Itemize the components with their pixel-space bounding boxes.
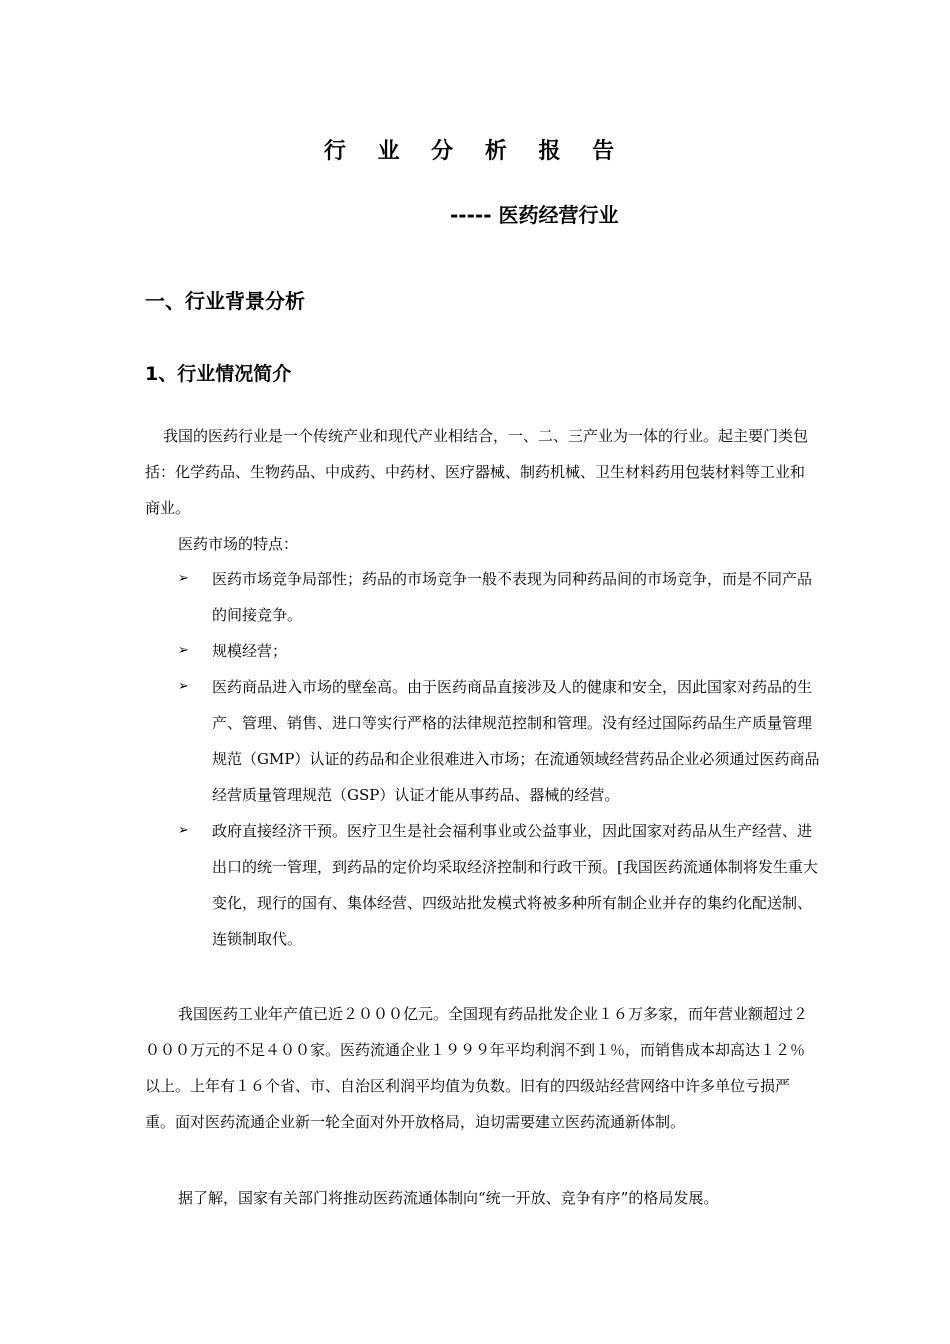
list-item	[145, 561, 825, 633]
list-item-text: 政府直接经济干预。医疗卫生是社会福利事业或公益事业，因此国家对药品从生产经营、进出口的统一管理，到药品的定价均采取经济控制和行政干预。[我国医药流通体制将发生重大变化，现行的国有、集体经营、四级站批发模式将被多种所有制企业并存的集约化配送制、连锁制取代。	[212, 822, 818, 948]
list-item-text: 医药市场竞争局部性；药品的市场竞争一般不表现为同种药品间的市场竞争，而是不同产品的间接竞争。	[212, 570, 813, 624]
list-item	[145, 813, 825, 957]
document-subtitle: ----- 医药经营行业	[450, 203, 619, 227]
list-item	[145, 669, 825, 813]
list-item-text: 医药商品进入市场的壁垒高。由于医药商品直接涉及人的健康和安全，因此国家对药品的生产、管理、销售、进口等实行严格的法律规范控制和管理。没有经过国际药品生产质量管理规范（GMP）认证的药品和企业很难进入市场；在流通领域经营药品企业必须通过医药商品经营质量管理规范（GSP）认证才能从事药品、器械的经营。	[212, 678, 820, 804]
subsection-heading: 1、行业情况简介	[145, 363, 292, 385]
policy-paragraph: 据了解，国家有关部门将推动医药流通体制向“统一开放、竞争有序”的格局发展。	[178, 1189, 719, 1207]
list-item-text: 规模经营；	[212, 642, 288, 660]
arrow-bullet-icon: ➢	[178, 571, 189, 586]
arrow-bullet-icon: ➢	[178, 643, 189, 658]
industry-stats-paragraph: 我国医药工业年产值已近２０００亿元。全国现有药品批发企业１６万多家，而年营业额超过２０００万元的不足４００家。医药流通企业１９９９年平均利润不到１％，而销售成本却高达１２％以上。上年有１６个省、市、自治区利润平均值为负数。旧有的四级站经营网络中许多单位亏损严重。面对医药流通企业新一轮全面对外开放格局，迫切需要建立医药流通新体制。	[145, 1005, 809, 1131]
section-heading: 一、行业背景分析	[145, 289, 305, 313]
document-title: 行 业 分 析 报 告	[323, 139, 627, 164]
list-item	[145, 633, 825, 669]
intro-paragraph: 我国的医药行业是一个传统产业和现代产业相结合，一、二、三产业为一体的行业。起主要门类包括：化学药品、生物药品、中成药、中药材、医疗器械、制药机械、卫生材料药用包装材料等工业和商业。	[145, 427, 809, 517]
features-list	[145, 561, 825, 957]
arrow-bullet-icon: ➢	[178, 823, 189, 838]
arrow-bullet-icon: ➢	[178, 679, 189, 694]
features-label: 医药市场的特点：	[178, 535, 299, 553]
